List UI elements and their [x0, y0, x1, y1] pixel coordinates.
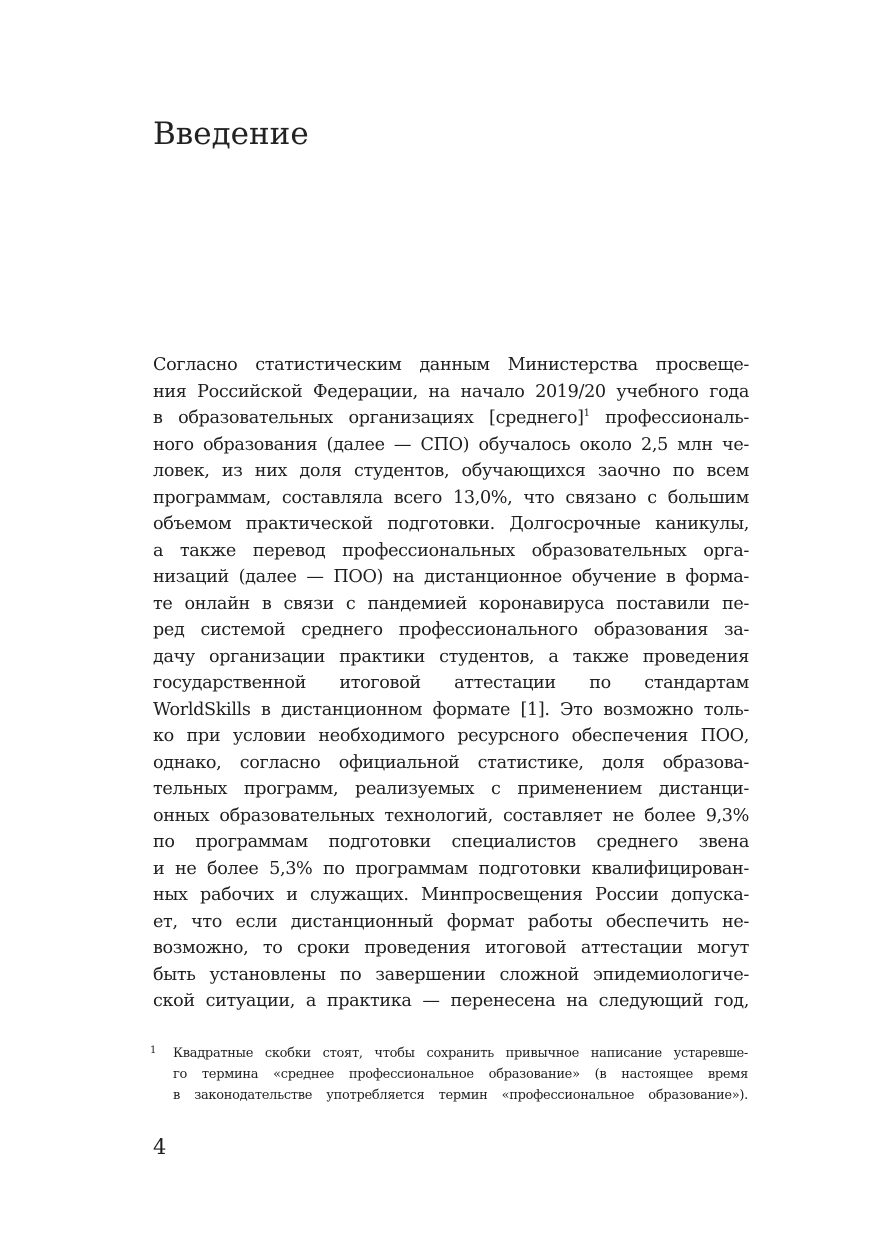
text-line: онных образовательных технологий, составляет не более 9,3%: [153, 805, 749, 826]
text-line-start: в образовательных организациях [среднего]: [153, 408, 584, 428]
footnote-marker: 1: [150, 1045, 157, 1056]
text-line: а также перевод профессиональных образовательных орга-: [153, 540, 749, 561]
footnote-line: го термина «среднее профессиональное образование» (в настоящее время: [173, 1067, 748, 1082]
text-line: ет, что если дистанционный формат работы обеспечить не-: [153, 911, 749, 932]
text-line: ловек, из них доля студентов, обучающихся заочно по всем: [153, 461, 749, 481]
text-line: быть установлены по завершении сложной эпидемиологиче-: [153, 964, 749, 985]
text-line: ред системой среднего профессионального образования за-: [153, 620, 749, 640]
text-line: по программам подготовки специалистов среднего звена: [153, 832, 749, 852]
text-line: и не более 5,3% по программам подготовки квалифицирован-: [153, 858, 749, 879]
text-line: возможно, то сроки проведения итоговой аттестации могут: [153, 938, 749, 958]
text-line: ного образования (далее — СПО) обучалось около 2,5 млн че-: [153, 434, 749, 455]
text-line: Согласно статистическим данным Министерства просвеще-: [153, 355, 749, 375]
text-line: программам, составляла всего 13,0%, что связано с большим: [153, 487, 749, 508]
footnote: [173, 1043, 748, 1106]
footnote-line: Квадратные скобки стоят, чтобы сохранить привычное написание устаревше-: [173, 1046, 748, 1061]
text-line: однако, согласно официальной статистике, доля образова-: [153, 752, 749, 773]
text-line: ных рабочих и служащих. Минпросвещения России допуска-: [153, 885, 749, 905]
text-line: [153, 405, 749, 432]
text-line: объемом практической подготовки. Долгосрочные каникулы,: [153, 514, 749, 534]
text-line: тельных программ, реализуемых с применением дистанци-: [153, 779, 749, 799]
text-line: ской ситуации, а практика — перенесена на следующий год,: [153, 991, 749, 1011]
text-line: государственной итоговой аттестации по стандартам: [153, 673, 749, 693]
page-number: 4: [153, 1135, 167, 1159]
text-line-end: профессиональ-: [589, 408, 749, 428]
text-line: ния Российской Федерации, на начало 2019/20 учебного года: [153, 381, 749, 402]
body-paragraph: [153, 352, 749, 1015]
text-line: дачу организации практики студентов, а также проведения: [153, 646, 749, 667]
text-line: WorldSkills в дистанционном формате [1]. Это возможно толь-: [153, 699, 749, 720]
footnote-reference[interactable]: 1: [583, 408, 590, 419]
text-line: те онлайн в связи с пандемией коронавируса поставили пе-: [153, 593, 749, 614]
text-line: низаций (далее — ПОО) на дистанционное обучение в форма-: [153, 567, 749, 587]
text-line: ко при условии необходимого ресурсного обеспечения ПОО,: [153, 726, 749, 746]
page-title: Введение: [153, 116, 309, 152]
footnote-line: в законодательстве употребляется термин «профессиональное образование»).: [173, 1088, 748, 1103]
